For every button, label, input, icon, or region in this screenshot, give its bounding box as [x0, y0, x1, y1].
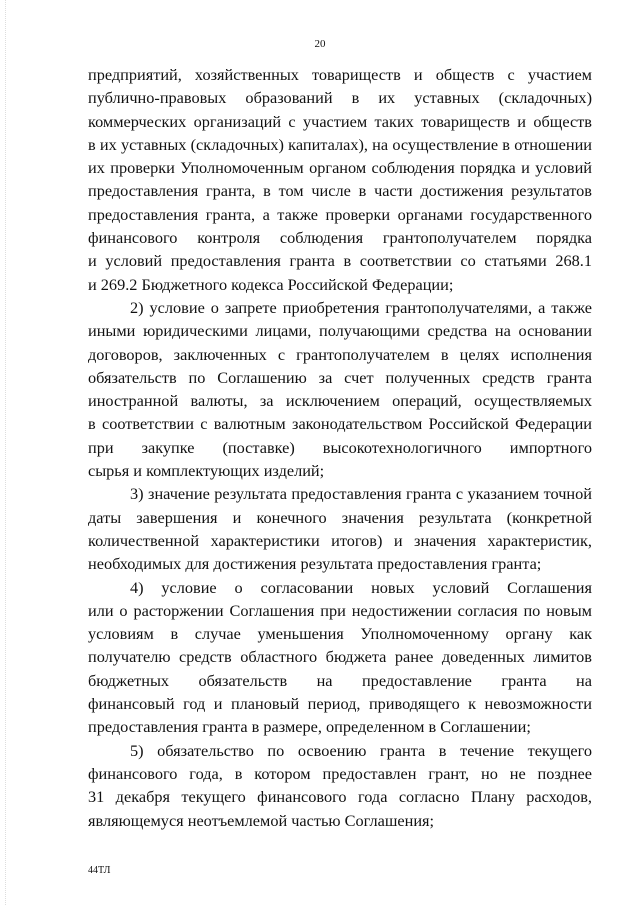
- text-line: предоставления гранта в размере, определенном в Соглашении;: [88, 717, 531, 737]
- text-line: договоров, заключенных с грантополучателем в целях исполнения: [88, 344, 592, 364]
- text-line: 5) обязательство по освоению гранта в течение текущего: [130, 740, 592, 760]
- document-body: [88, 63, 592, 832]
- paragraph: [88, 576, 592, 739]
- text-line: 2) условие о запрете приобретения грантополучателями, а также: [130, 297, 592, 317]
- scan-edge-line: [5, 0, 6, 905]
- text-line: финансового года, в котором предоставлен грант, но не позднее: [88, 763, 592, 783]
- text-line: являющемуся неотъемлемой частью Соглашения;: [88, 810, 435, 830]
- text-line: иными юридическими лицами, получающими средства на основании: [88, 321, 592, 341]
- text-line: условиям в случае уменьшения Уполномоченному органу как: [88, 624, 592, 644]
- text-line: даты завершения и конечного значения результата (конкретной: [88, 507, 592, 527]
- text-line: количественной характеристики итогов) и значения характеристик,: [88, 530, 592, 550]
- text-line: бюджетных обязательств на предоставление гранта на: [88, 670, 592, 690]
- text-line: обязательств по Соглашению за счет полученных средств гранта: [88, 367, 592, 387]
- text-line: предоставления гранта, в том числе в части достижения результатов: [88, 181, 592, 201]
- text-line: 4) условие о согласовании новых условий Соглашения: [130, 577, 592, 597]
- text-line: 3) значение результата предоставления гранта с указанием точной: [130, 484, 592, 504]
- text-line: сырья и комплектующих изделий;: [88, 461, 325, 481]
- text-line: публично-правовых образований в их уставных (складочных): [88, 88, 592, 108]
- text-line: 31 декабря текущего финансового года согласно Плану расходов,: [88, 787, 592, 807]
- footer-code: 44ТЛ: [88, 865, 111, 876]
- text-line: их проверки Уполномоченным органом соблюдения порядка и условий: [88, 158, 592, 178]
- text-line: предприятий, хозяйственных товариществ и обществ с участием: [88, 65, 592, 84]
- paragraph: [88, 63, 592, 296]
- paragraph: [88, 296, 592, 482]
- text-line: необходимых для достижения результата предоставления гранта;: [88, 554, 542, 574]
- paragraph: [88, 482, 592, 575]
- text-line: финансового контроля соблюдения грантополучателем порядка: [88, 228, 592, 248]
- text-line: предоставления гранта, а также проверки органами государственного: [88, 204, 592, 224]
- text-line: в соответствии с валютным законодательством Российской Федерации: [88, 414, 592, 434]
- text-line: и 269.2 Бюджетного кодекса Российской Федерации;: [88, 274, 454, 294]
- text-line: получателю средств областного бюджета ранее доведенных лимитов: [88, 647, 592, 667]
- text-line: коммерческих организаций с участием таких товариществ и обществ: [88, 111, 592, 131]
- text-line: иностранной валюты, за исключением операций, осуществляемых: [88, 391, 592, 411]
- text-line: при закупке (поставке) высокотехнологичного импортного: [88, 437, 592, 457]
- paragraph: [88, 739, 592, 832]
- text-line: финансовый год и плановый период, приводящего к невозможности: [88, 694, 592, 714]
- page-number: 20: [314, 38, 326, 50]
- text-line: и условий предоставления гранта в соответствии со статьями 268.1: [88, 251, 592, 271]
- text-line: или о расторжении Соглашения при недостижении согласия по новым: [88, 600, 592, 620]
- text-line: в их уставных (складочных) капиталах), на осуществление в отношении: [88, 134, 592, 154]
